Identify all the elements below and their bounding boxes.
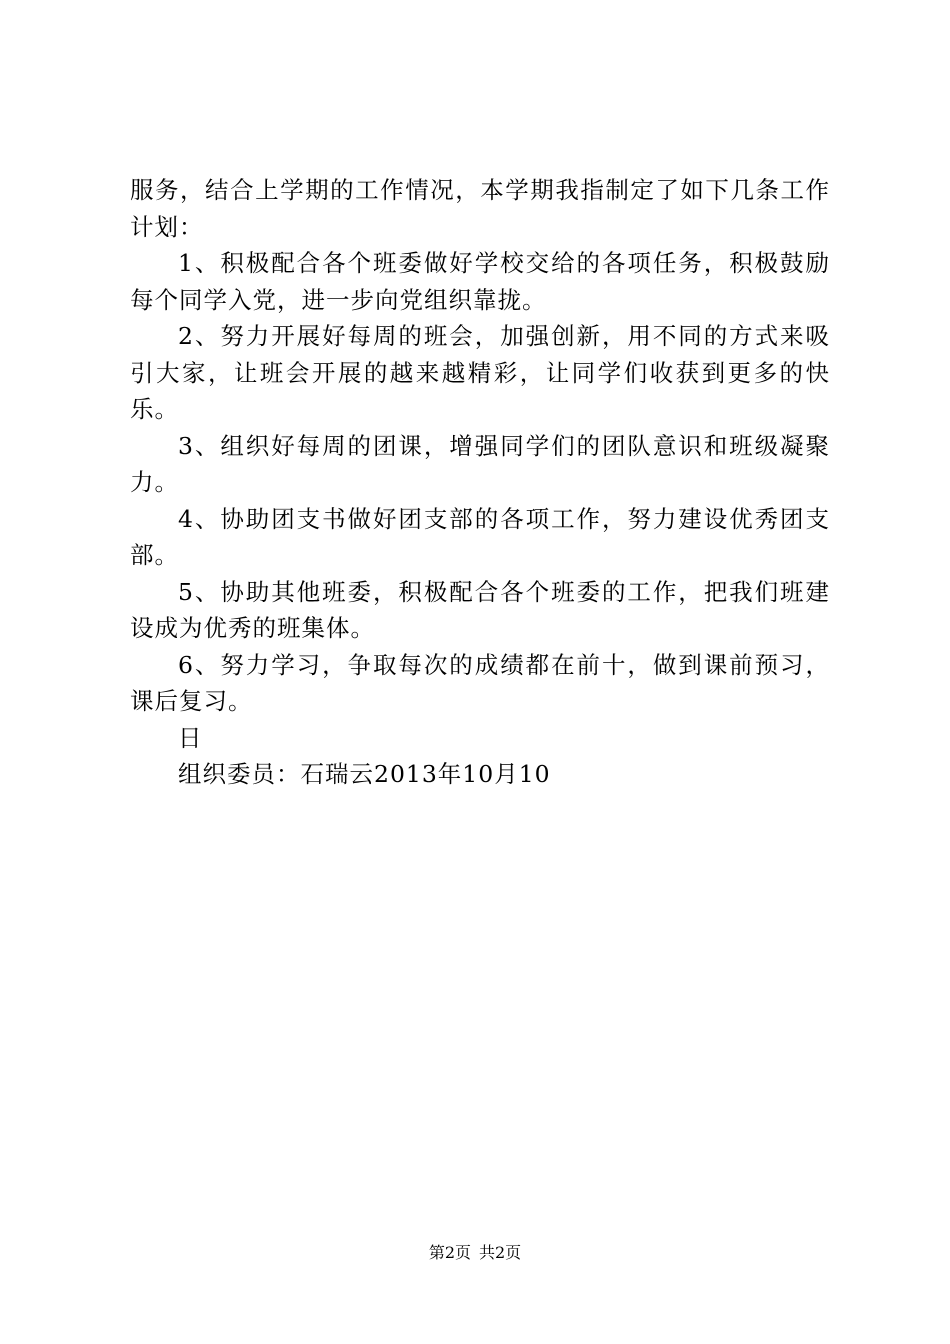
paragraph-item-1: 1、积极配合各个班委做好学校交给的各项任务，积极鼓励每个同学入党，进一步向党组织靠拢。 xyxy=(130,249,830,314)
paragraph-item-6: 6、努力学习，争取每次的成绩都在前十，做到课前预习，课后复习。 xyxy=(130,650,830,715)
signature-line: 组织委员：石瑞云2013年10月10 xyxy=(178,760,551,788)
paragraph-item-2: 2、努力开展好每周的班会，加强创新，用不同的方式来吸引大家，让班会开展的越来越精彩，让同学们收获到更多的快乐。 xyxy=(130,322,830,423)
paragraph-item-3: 3、组织好每周的团课，增强同学们的团队意识和班级凝聚力。 xyxy=(130,431,830,496)
paragraph-intro: 服务，结合上学期的工作情况，本学期我指制定了如下几条工作计划： xyxy=(130,176,830,241)
paragraph-item-5: 5、协助其他班委，积极配合各个班委的工作，把我们班建设成为优秀的班集体。 xyxy=(130,577,830,642)
paragraph-item-4: 4、协助团支书做好团支部的各项工作，努力建设优秀团支部。 xyxy=(130,504,830,569)
page-number-total: 共2页 xyxy=(479,1243,522,1262)
page-footer xyxy=(0,1242,950,1264)
document-body xyxy=(130,172,830,793)
page-number-current: 第2页 xyxy=(428,1243,471,1262)
date-day-fragment: 日 xyxy=(178,723,203,752)
